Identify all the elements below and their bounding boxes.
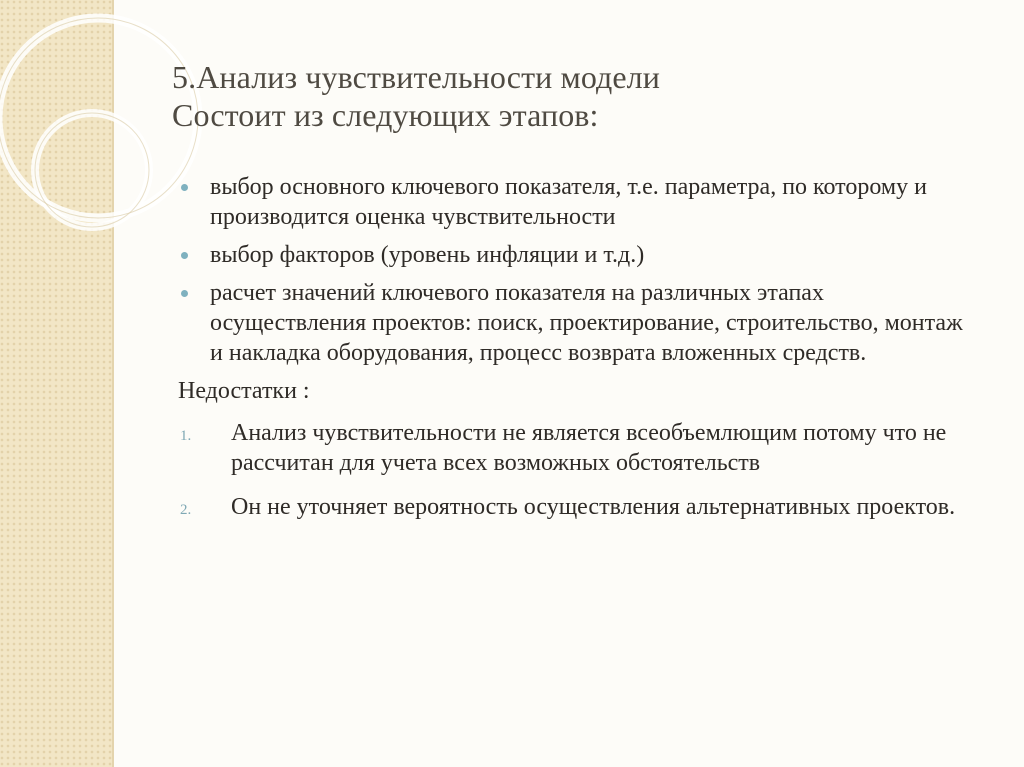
large-ring	[0, 18, 198, 218]
slide-title	[172, 58, 660, 134]
list-item-text: Он не уточняет вероятность осуществления альтернативных проектов.	[231, 494, 956, 520]
bullet-icon	[181, 184, 188, 191]
list-item-text: выбор основного ключевого показателя, т.е. параметра, по которому и производится оценка чувствительности	[210, 174, 927, 230]
list-item-text: расчет значений ключевого показателя на различных этапах осуществления проектов: поиск, проектирование, строительство, монтаж и накладка оборудования, процесс возврата вложенных средств.	[210, 280, 963, 366]
bullet-icon	[181, 252, 188, 259]
list-number: 2.	[180, 502, 192, 518]
list-item	[178, 240, 978, 270]
list-item-text: выбор факторов (уровень инфляции и т.д.)	[210, 242, 645, 268]
drawbacks-heading: Недостатки :	[178, 378, 310, 404]
bullet-icon	[181, 290, 188, 297]
stages-list	[178, 172, 978, 368]
list-item-text: Анализ чувствительности не является всеобъемлющим потому что не рассчитан для учета всех возможных обстоятельств	[231, 420, 947, 476]
title-line-2: Состоит из следующих этапов:	[172, 97, 599, 133]
title-line-1: 5.Анализ чувствительности модели	[172, 59, 660, 95]
list-number: 1.	[180, 428, 192, 444]
slide-content	[178, 172, 978, 536]
list-item	[178, 418, 978, 478]
small-ring	[35, 113, 149, 227]
list-item	[178, 492, 978, 522]
drawbacks-list	[178, 418, 978, 522]
list-item	[178, 172, 978, 232]
list-item	[178, 278, 978, 368]
